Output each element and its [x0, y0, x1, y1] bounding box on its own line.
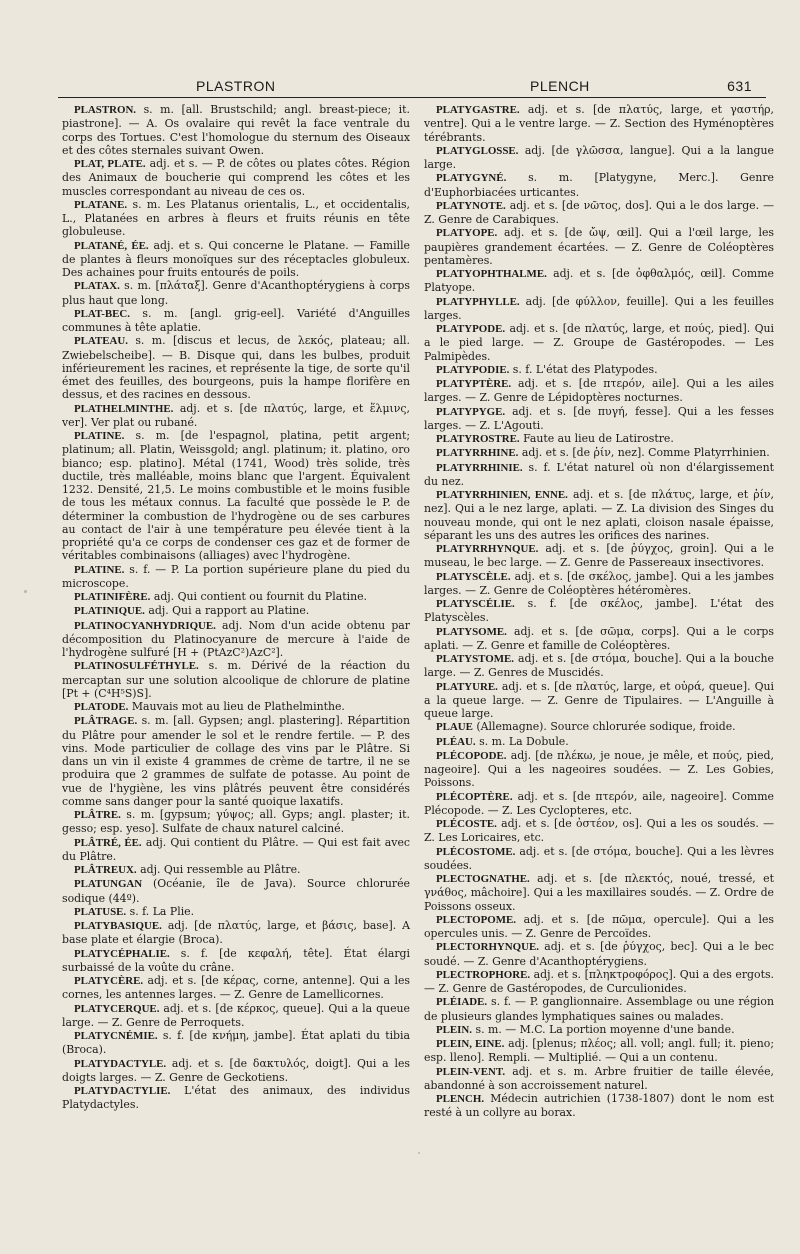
- entry-headword: PLATYRRHINIE.: [436, 461, 523, 474]
- entry-headword: PLAT, PLATE.: [74, 158, 146, 170]
- entry-definition: adj. et s. [de δακτυλός, doigt]. Qui a les doigts larges. — Z. Genre de Geckotiens.: [62, 1056, 410, 1084]
- entry-definition: adj. [de γλῶσσα, langue]. Qui a la langue large.: [424, 143, 774, 171]
- entry-definition: adj. Nom d'un acide obtenu par décomposition du Platinocyanure de mercure à l'aide de l'hydrogène sulfuré [H + (PtAzC²)AzC²].: [62, 618, 410, 659]
- left-column: [62, 103, 410, 1112]
- dictionary-entry: [62, 659, 410, 700]
- dictionary-entry: [424, 171, 774, 199]
- entry-headword: PLATYRRHINIEN, ENNE.: [436, 489, 568, 501]
- dictionary-entry: [424, 542, 774, 570]
- dictionary-entry: [424, 1092, 774, 1120]
- dictionary-entry: [62, 808, 410, 836]
- entry-definition: s. f. [de σκέλος, jambe]. L'état des Platyscèles.: [424, 597, 774, 625]
- entry-headword: PLATYCERQUE.: [74, 1002, 160, 1015]
- entry-definition: s. f. [de κεφαλή, tête]. État élargi surbaissé de la voûte du crâne.: [62, 946, 410, 974]
- header-left-word: PLASTRON: [196, 78, 276, 94]
- entry-definition: s. m. [gypsum; γύψος; all. Gyps; angl. plaster; it. gesso; esp. yeso]. Sulfate de chaux naturel calciné.: [62, 808, 410, 836]
- entry-definition: s. m. [discus et lecus, de λεκός, plateau; all. Zwiebelscheibe]. — B. Disque qui, dans les bulbes, produit inférieurement les racines, et représente la tige, de sorte qu'il émet des feuilles, des bourgeons, puis la hampe florifère en dessus, et des racines en dessous.: [62, 334, 410, 402]
- dictionary-entry: [62, 947, 410, 975]
- dictionary-entry: [424, 680, 774, 721]
- entry-definition: s. m. Dérivé de la réaction du mercaptan sur une solution alcoolique de chlorure de platine [Pt + (C⁴H⁵S)S].: [62, 659, 410, 700]
- dictionary-entry: [424, 817, 774, 845]
- entry-headword: PLATYRRHINE.: [436, 447, 519, 460]
- dictionary-entry: [424, 749, 774, 790]
- entry-headword: PLATYURE.: [436, 680, 498, 693]
- dictionary-entry: [424, 432, 774, 446]
- entry-headword: PLATYRRHYNQUE.: [436, 543, 539, 555]
- entry-headword: PLEIN.: [436, 1023, 473, 1036]
- entry-definition: s. m. Les Platanus orientalis, L., et occidentalis, L., Platanées en arbres à fleurs et fruits réunis en tête globuleuse.: [62, 197, 410, 239]
- entry-headword: PLATYDACTYLIE.: [74, 1085, 171, 1097]
- dictionary-entry: [62, 974, 410, 1002]
- dictionary-entry: [424, 1065, 774, 1093]
- dictionary-entry: [62, 279, 410, 307]
- dictionary-entry: [424, 570, 774, 598]
- entry-headword: PLATUNGAN: [74, 878, 143, 891]
- entry-definition: s. m. La Dobule.: [475, 734, 569, 748]
- entry-headword: PLATYSCÉLIE.: [436, 598, 515, 610]
- entry-definition: adj. et s. [de σῶμα, corps]. Qui a le corps aplati. — Z. Genre et famille de Coléoptères.: [424, 624, 774, 652]
- entry-headword: PLATINOCYANHYDRIQUE.: [74, 619, 216, 632]
- entry-definition: adj. et s. [de πυγή, fesse]. Qui a les fesses larges. — Z. L'Agouti.: [424, 404, 774, 432]
- entry-definition: adj. [plenus; πλέος; all. voll; angl. full; it. pieno; esp. lleno]. Rempli. — Multiplié. — Qui a un contenu.: [424, 1037, 774, 1065]
- entry-definition: adj. et s. [de πλατύς, large, et ἕλμινς, ver]. Ver plat ou rubané.: [62, 401, 410, 429]
- dictionary-entry: [424, 735, 774, 749]
- entry-definition: adj. Qui contient du Plâtre. — Qui est fait avec du Plâtre.: [62, 835, 411, 863]
- entry-headword: PLATYPYGE.: [436, 405, 506, 418]
- entry-definition: adj. et s. — P. de côtes ou plates côtes. Région des Animaux de boucherie qui comprend les côtes et les muscles correspondant au niveau de ces os.: [62, 157, 410, 198]
- entry-headword: PLATYBASIQUE.: [74, 920, 162, 932]
- entry-definition: Faute au lieu de Latirostre.: [519, 432, 674, 445]
- entry-headword: PLECTROPHORE.: [436, 968, 531, 981]
- entry-definition: adj. et s. m. Arbre fruitier de taille élevée, abandonné à son accroissement naturel.: [424, 1064, 774, 1092]
- dictionary-entry: [424, 995, 774, 1023]
- entry-definition: (Océanie, île de Java). Source chlorurée sodique (44º).: [62, 877, 410, 905]
- entry-headword: PLATINOSULFÉTHYLE.: [74, 660, 199, 673]
- entry-definition: s. f. — P. ganglionnaire. Assemblage ou une région de plusieurs glandes lymphatiques saines ou malades.: [424, 995, 774, 1023]
- dictionary-entry: [424, 199, 774, 227]
- entry-headword: PLECTORHYNQUE.: [436, 941, 539, 954]
- dictionary-entry: [62, 307, 410, 335]
- entry-headword: PLÉCOPODE.: [436, 749, 507, 762]
- dictionary-entry: [62, 1057, 410, 1085]
- entry-headword: PLEIN, EINE.: [436, 1038, 505, 1050]
- dictionary-entry: [62, 157, 410, 198]
- entry-headword: PLATANÉ, ÉE.: [74, 239, 149, 252]
- entry-headword: PLATYPODE.: [436, 323, 506, 335]
- entry-headword: PLATYPTÈRE.: [436, 378, 512, 390]
- dictionary-entry: [424, 363, 774, 377]
- entry-definition: adj. et s. [de πλατύς, large, et οὐρά, queue]. Qui a la queue large. — Z. Genre de Tipulaires. — L'Anguille à queue large.: [424, 679, 774, 720]
- entry-headword: PLATYCNÉMIE.: [74, 1030, 158, 1042]
- entry-headword: PLATANE.: [74, 198, 128, 211]
- entry-definition: adj. et s. [de νῶτος, dos]. Qui a le dos large. — Z. Genre de Carabiques.: [424, 198, 774, 226]
- entry-headword: PLATYNOTE.: [436, 199, 506, 212]
- entry-definition: adj. [de πλατύς, large, et βάσις, base]. A base plate et élargie (Broca).: [62, 919, 410, 947]
- entry-definition: adj. et s. [de κέρας, corne, antenne]. Qui a les cornes, les antennes larges. — Z. Genre de Lamellicornes.: [62, 974, 410, 1002]
- dictionary-entry: [62, 429, 410, 563]
- entry-headword: PLEIN-VENT.: [436, 1065, 506, 1078]
- entry-headword: PLATYPHYLLE.: [436, 295, 520, 308]
- dictionary-entry: [62, 619, 410, 660]
- entry-headword: PLÉCOSTOME.: [436, 845, 516, 858]
- entry-headword: PLATYSCÈLE.: [436, 570, 511, 583]
- dictionary-entry: [424, 226, 774, 267]
- dictionary-entry: [424, 377, 774, 405]
- dictionary-entry: [62, 714, 410, 808]
- entry-headword: PLATYCÉPHALIE.: [74, 947, 170, 960]
- entry-definition: adj. et s. [de ὤψ, œil]. Qui a l'œil large, les paupières grandement écartées. — Z. Genre de Coléoptères pentamères.: [424, 226, 774, 267]
- entry-definition: Mauvais mot au lieu de Plathelminthe.: [128, 700, 345, 713]
- entry-definition: s. m. [πλάταξ]. Genre d'Acanthoptérygiens à corps plus haut que long.: [62, 279, 410, 307]
- entry-headword: PLATYROSTRE.: [436, 433, 520, 445]
- entry-headword: PLATINE.: [74, 430, 125, 442]
- entry-definition: adj. et s. [de στόμα, bouche]. Qui a les lèvres soudées.: [424, 844, 774, 872]
- entry-definition: s. f. [de κνήμη, jambe]. État aplati du tibia (Broca).: [62, 1029, 410, 1057]
- dictionary-entry: [424, 845, 774, 873]
- entry-headword: PLECTOGNATHE.: [436, 873, 530, 885]
- dictionary-entry: [62, 590, 410, 604]
- entry-headword: PLATYOPHTHALME.: [436, 268, 547, 280]
- entry-definition: adj. et s. [de πλεκτός, noué, tressé, et γνάθος, mâchoire]. Qui a les maxillaires soudés. — Z. Ordre de Poissons osseux.: [424, 872, 774, 913]
- dictionary-entry: [62, 334, 410, 401]
- dictionary-entry: [424, 322, 774, 363]
- entry-headword: PLÉCOSTE.: [436, 818, 497, 830]
- entry-definition: adj. et s. [de ῥίν, nez]. Comme Platyrrhinien.: [518, 446, 770, 460]
- entry-definition: adj. Qui contient ou fournit du Platine.: [150, 590, 368, 603]
- dictionary-entry: [424, 1037, 774, 1065]
- entry-headword: PLASTRON.: [74, 104, 137, 116]
- entry-definition: adj. et s. [de ὀφθαλμός, œil]. Comme Platyope.: [424, 267, 774, 295]
- entry-definition: s. f. — P. La portion supérieure plane du pied du microscope.: [62, 562, 410, 590]
- entry-headword: PLATYPODIE.: [436, 363, 510, 376]
- entry-headword: PLÂTRE.: [74, 809, 121, 821]
- entry-definition: adj. et s. [de ῥύγχος, groin]. Qui a le museau, le bec large. — Z. Genre de Passereaux insectivores.: [424, 542, 774, 570]
- entry-headword: PLAUE: [436, 721, 473, 734]
- entry-headword: PLATYGLOSSE.: [436, 144, 519, 157]
- dictionary-entry: [424, 1023, 774, 1037]
- entry-headword: PLATYGYNÉ.: [436, 172, 507, 185]
- dictionary-entry: [62, 563, 410, 591]
- entry-definition: adj. et s. [πληκτροφόρος]. Qui a des ergots. — Z. Genre de Gastéropodes, de Curculionides.: [424, 967, 774, 995]
- entry-headword: PLATYDACTYLE.: [74, 1057, 167, 1070]
- dictionary-entry: [62, 700, 410, 714]
- entry-definition: s. m. [angl. grig-eel]. Variété d'Anguilles communes à tête aplatie.: [62, 306, 410, 334]
- dictionary-entry: [424, 913, 774, 941]
- dictionary-entry: [424, 790, 774, 818]
- dictionary-entry: [62, 604, 410, 618]
- entry-headword: PLÂTRAGE.: [74, 715, 138, 728]
- dictionary-entry: [62, 198, 410, 239]
- dictionary-entry: [424, 295, 774, 323]
- entry-headword: PLÉCOPTÈRE.: [436, 790, 513, 803]
- entry-headword: PLATYCÈRE.: [74, 975, 144, 987]
- entry-definition: adj. et s. [de σκέλος, jambe]. Qui a les jambes larges. — Z. Genre de Coléoptères hétéromères.: [424, 569, 774, 597]
- entry-headword: PLAT-BEC.: [74, 307, 130, 320]
- entry-headword: PLATODE.: [74, 701, 129, 713]
- entry-definition: adj. et s. [de πτερόν, aile]. Qui a les ailes larges. — Z. Genre de Lépidoptères nocturnes.: [424, 377, 774, 405]
- entry-headword: PLÉAU.: [436, 735, 476, 748]
- entry-headword: PLATEAU.: [74, 335, 128, 348]
- entry-definition: L'état des animaux, des individus Platydactyles.: [62, 1084, 410, 1112]
- entry-headword: PLECTOPOME.: [436, 913, 516, 926]
- dictionary-entry: [62, 239, 410, 280]
- dictionary-entry: [424, 461, 774, 489]
- entry-headword: PLATYOPE.: [436, 227, 498, 240]
- entry-definition: s. f. L'état des Platypodes.: [509, 362, 658, 376]
- entry-headword: PLATINIQUE.: [74, 605, 145, 618]
- dictionary-entry: [424, 267, 774, 295]
- dictionary-entry: [62, 863, 410, 877]
- entry-definition: adj. et s. [de πτερόν, aile, nageoire]. Comme Plécopode. — Z. Les Cyclopteres, etc.: [424, 789, 774, 817]
- entry-headword: PLATUSE.: [74, 905, 127, 918]
- dictionary-entry: [62, 1029, 410, 1057]
- header-rule: [58, 97, 766, 98]
- entry-headword: PLATINIFÈRE.: [74, 591, 151, 603]
- entry-definition: adj. Qui a rapport au Platine.: [144, 604, 310, 618]
- dictionary-entry: [424, 597, 774, 625]
- dictionary-entry: [424, 872, 774, 913]
- entry-headword: PLENCH.: [436, 1093, 485, 1105]
- entry-definition: s. m. [all. Gypsen; angl. plastering]. Répartition du Plâtre pour amender le sol et le rendre fertile. — P. des vins. Mode particulier de collage des vins par le Plâtre. Si dans un vin il existe 4 grammes de crème de tartre, il ne se produira que 2 grammes de sulfate de potasse. Au point de vue de l'hygiène, les vins plâtrés peuvent être considérés comme sans danger pour la santé quoique laxatifs.: [62, 714, 410, 808]
- dictionary-entry: [424, 652, 774, 680]
- entry-definition: s. f. La Plie.: [126, 904, 195, 918]
- header-center-word: PLENCH: [530, 78, 590, 94]
- entry-definition: adj. [de πλέκω, je noue, je mêle, et πούς, pied, nageoire]. Qui a les nageoires soudées. — Z. Les Gobies, Poissons.: [424, 748, 774, 790]
- paper-speck: [418, 1152, 420, 1154]
- entry-definition: adj. Qui ressemble au Plâtre.: [136, 863, 301, 876]
- entry-headword: PLÂTREUX.: [74, 864, 137, 876]
- dictionary-entry: [62, 1002, 410, 1030]
- entry-definition: s. f. L'état naturel où non d'élargissement du nez.: [424, 460, 774, 488]
- entry-definition: adj. et s. [de πλάτυς, large, et ῥίν, nez]. Qui a le nez large, aplati. — Z. La division des Singes du nouveau monde, qui ont le nez aplati, cloison nasale épaisse, séparant les uns des autres les orifices des narines.: [424, 488, 775, 542]
- paper-speck: [24, 590, 27, 593]
- dictionary-entry: [62, 103, 410, 157]
- entry-definition: s. m. [Platygyne, Merc.]. Genre d'Euphorbiacées urticantes.: [424, 171, 774, 199]
- dictionary-entry: [62, 1084, 410, 1112]
- entry-headword: PLÉIADE.: [436, 996, 488, 1009]
- dictionary-entry: [424, 720, 774, 734]
- entry-definition: adj. et s. [de ὀστέον, os]. Qui a les os soudés. — Z. Les Loricaires, etc.: [424, 817, 774, 845]
- dictionary-entry: [424, 968, 774, 996]
- dictionary-entry: [424, 446, 774, 460]
- entry-definition: s. m. [all. Brustschild; angl. breast-piece; it. piastrone]. — A. Os ovalaire qui revêt la face ventrale du corps des Tortues. C'est l'homologue du sternum des Oiseaux et des côtes sternales suivant Owen.: [62, 103, 410, 157]
- dictionary-entry: [62, 919, 410, 947]
- entry-headword: PLATYGASTRE.: [436, 104, 520, 116]
- dictionary-entry: [62, 836, 410, 864]
- entry-definition: s. m. [de l'espagnol, platina, petit argent; platinum; all. Platin, Weissgold; angl. platinum; it. platino, oro bianco; esp. platino]. Métal (1741, Wood) très solide, très ductile, très malléable, moins blanc que l'argent. Équivalent 1232. Densité, 21,5. Le moins combustible et le moins fusible de tous les métaux connus. La faculté que possède le P. de déterminer la combustion de l'hydrogène ou de ses carbures au contact de l'air à une température peu élevée tient à la propriété qu'a ce corps de condenser ces gaz et de former de véritables combinaisons (alliages) avec l'hydrogène.: [62, 429, 410, 563]
- entry-headword: PLATYSOME.: [436, 625, 507, 638]
- entry-definition: Médecin autrichien (1738-1807) dont le nom est resté à un collyre au borax.: [424, 1092, 774, 1120]
- dictionary-entry: [424, 405, 774, 433]
- entry-definition: adj. et s. [de στόμα, bouche]. Qui a la bouche large. — Z. Genres de Muscidés.: [424, 652, 774, 680]
- dictionary-entry: [424, 488, 774, 542]
- entry-definition: adj. et s. [de ῥύγχος, bec]. Qui a le bec soudé. — Z. Genre d'Acanthoptérygiens.: [424, 940, 774, 968]
- entry-definition: adj. et s. [de πλατύς, large, et γαστήρ, ventre]. Qui a le ventre large. — Z. Section des Hyménoptères térébrants.: [424, 103, 774, 144]
- entry-headword: PLATYSTOME.: [436, 653, 514, 665]
- dictionary-entry: [424, 940, 774, 968]
- entry-definition: adj. et s. Qui concerne le Platane. — Famille de plantes à fleurs monoïques sur des réceptacles globuleux. Des achaines pour fruits entourés de poils.: [62, 238, 410, 279]
- entry-definition: adj. [de φύλλον, feuille]. Qui a les feuilles larges.: [424, 294, 774, 322]
- dictionary-entry: [424, 103, 774, 144]
- dictionary-entry: [424, 144, 774, 172]
- entry-headword: PLATAX.: [74, 280, 120, 293]
- dictionary-entry: [62, 402, 410, 430]
- entry-definition: adj. et s. [de πλατύς, large, et πούς, pied]. Qui a le pied large. — Z. Groupe de Gastéropodes. — Les Palmipèdes.: [424, 322, 774, 363]
- page-number: 631: [727, 78, 752, 94]
- dictionary-entry: [424, 625, 774, 653]
- entry-definition: adj. et s. [de πῶμα, opercule]. Qui a les opercules unis. — Z. Genre de Percoïdes.: [424, 912, 774, 940]
- dictionary-entry: [62, 877, 410, 905]
- entry-definition: (Allemagne). Source chlorurée sodique, froide.: [472, 720, 736, 734]
- running-header: [60, 74, 760, 96]
- dictionary-entry: [62, 905, 410, 919]
- entry-definition: adj. et s. [de κέρκος, queue]. Qui a la queue large. — Z. Genre de Perroquets.: [62, 1001, 410, 1029]
- entry-definition: s. m. — M.C. La portion moyenne d'une bande.: [472, 1022, 735, 1036]
- right-column: [424, 103, 774, 1120]
- entry-headword: PLATHELMINTHE.: [74, 402, 174, 415]
- entry-headword: PLATINE.: [74, 563, 125, 576]
- entry-headword: PLÂTRÉ, ÉE.: [74, 836, 142, 849]
